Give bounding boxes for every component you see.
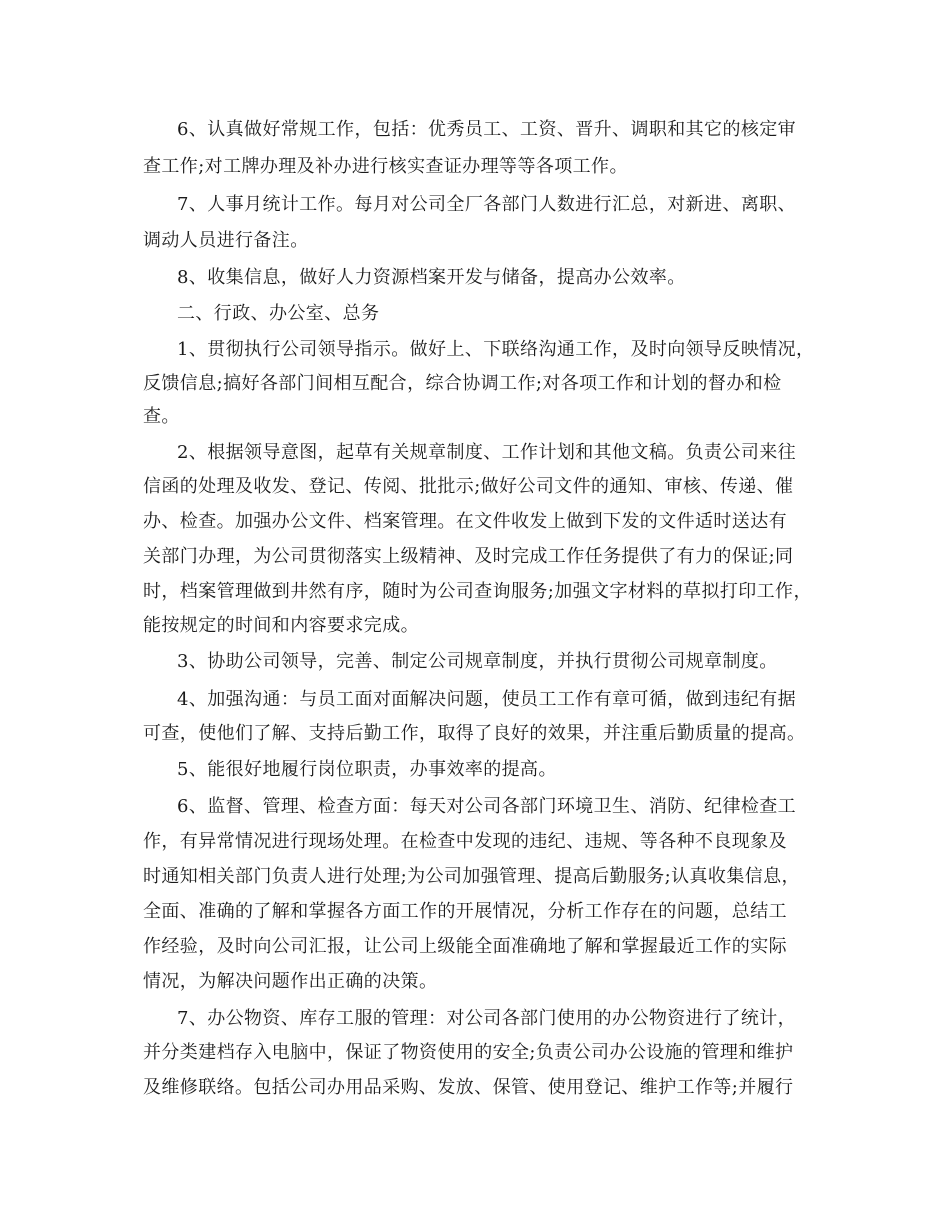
text-line: 调动人员进行备注。 <box>143 230 309 251</box>
text-line: 2、根据领导意图，起草有关规章制度、工作计划和其他文稿。负责公司来往 <box>177 442 797 463</box>
text-line: 作，有异常情况进行现场处理。在检查中发现的违纪、违规、等各种不良现象及 <box>143 831 787 852</box>
text-line: 可查，使他们了解、支持后勤工作，取得了良好的效果，并注重后勤质量的提高。 <box>143 723 806 744</box>
text-line: 办、检查。加强办公文件、档案管理。在文件收发上做到下发的文件适时送达有 <box>143 511 787 532</box>
text-line: 能按规定的时间和内容要求完成。 <box>143 615 419 636</box>
text-line: 6、监督、管理、检查方面：每天对公司各部门环境卫生、消防、纪律检查工 <box>177 796 797 817</box>
text-line: 7、办公物资、库存工服的管理：对公司各部门使用的办公物资进行了统计， <box>177 1008 797 1029</box>
text-line: 1、贯彻执行公司领导指示。做好上、下联络沟通工作，及时向领导反映情况， <box>177 339 815 360</box>
section-heading: 二、行政、办公室、总务 <box>177 303 380 324</box>
text-line: 查。 <box>143 406 180 427</box>
text-line: 信函的处理及收发、登记、传阅、批批示;做好公司文件的通知、审核、传递、催 <box>143 476 794 497</box>
text-line: 反馈信息;搞好各部门间相互配合，综合协调工作;对各项工作和计划的督办和检 <box>143 373 782 394</box>
text-line: 7、人事月统计工作。每月对公司全厂各部门人数进行汇总，对新进、离职、 <box>177 194 797 215</box>
text-line: 并分类建档存入电脑中，保证了物资使用的安全;负责公司办公设施的管理和维护 <box>143 1042 794 1063</box>
text-line: 全面、准确的了解和掌握各方面工作的开展情况，分析工作存在的问题，总结工 <box>143 901 787 922</box>
text-line: 8、收集信息，做好人力资源档案开发与储备，提高办公效率。 <box>177 267 686 288</box>
text-line: 查工作;对工牌办理及补办进行核实查证办理等等各项工作。 <box>143 156 628 177</box>
text-line: 3、协助公司领导，完善、制定公司规章制度，并执行贯彻公司规章制度。 <box>177 651 778 672</box>
text-line: 5、能很好地履行岗位职责，办事效率的提高。 <box>177 759 557 780</box>
text-line: 及维修联络。包括公司办用品采购、发放、保管、使用登记、维护工作等;并履行 <box>143 1077 794 1098</box>
text-line: 时，档案管理做到井然有序，随时为公司查询服务;加强文字材料的草拟打印工作， <box>143 581 812 602</box>
text-line: 4、加强沟通：与员工面对面解决问题，使员工工作有章可循，做到违纪有据 <box>177 689 797 710</box>
text-line: 关部门办理，为公司贯彻落实上级精神、及时完成工作任务提供了有力的保证;同 <box>143 546 794 567</box>
text-line: 情况，为解决问题作出正确的决策。 <box>143 971 438 992</box>
text-line: 时通知相关部门负责人进行处理;为公司加强管理、提高后勤服务;认真收集信息， <box>143 866 800 887</box>
text-line: 作经验，及时向公司汇报，让公司上级能全面准确地了解和掌握最近工作的实际 <box>143 936 787 957</box>
text-line: 6、认真做好常规工作，包括：优秀员工、工资、晋升、调职和其它的核定审 <box>177 119 797 140</box>
